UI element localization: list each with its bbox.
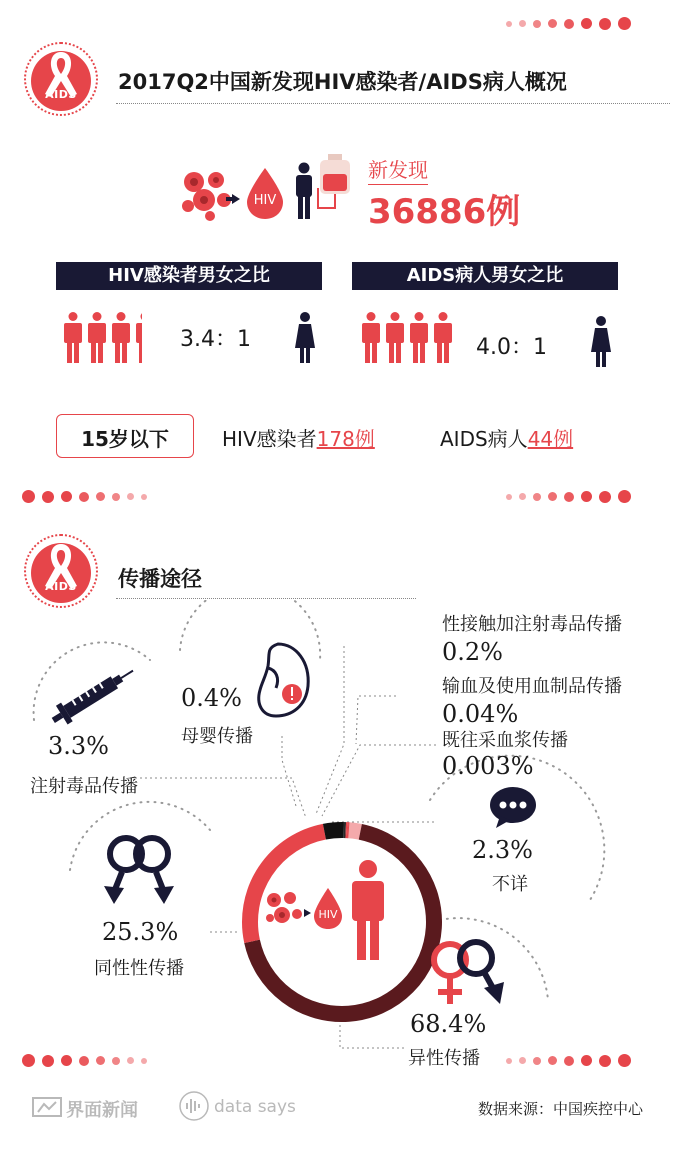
person-icon <box>294 162 314 220</box>
unknown-pct: 2.3% <box>472 836 533 864</box>
injection-pct: 3.3% <box>48 732 109 760</box>
hetero-pct: 68.4% <box>410 1010 486 1038</box>
aids-badge-2 <box>24 534 98 608</box>
drop-hiv-text: HIV <box>245 193 285 208</box>
homo-label: 同性性传播 <box>94 954 184 980</box>
under15-aids <box>440 423 573 452</box>
sexual-drug-label: 性接触加注射毒品传播 <box>442 610 622 636</box>
blood-bag-icon <box>314 154 356 216</box>
brand-logo-icon <box>32 1097 62 1117</box>
ribbon-icon <box>26 44 96 114</box>
brand-data-says: data says <box>214 1097 296 1117</box>
sexual-drug-pct: 0.2% <box>442 638 503 666</box>
blood-pct: 0.04% <box>442 700 518 728</box>
blood-cells-icon <box>180 170 246 222</box>
homo-pct: 25.3% <box>102 918 178 946</box>
donut-slice-4 <box>347 830 360 832</box>
plasma-pct: 0.003% <box>442 752 534 780</box>
top-dots <box>506 17 631 30</box>
center-blood-cells-icon <box>264 890 314 930</box>
aids-male-icons <box>360 312 460 364</box>
unknown-label: 不详 <box>492 870 528 896</box>
syringe-icon <box>44 660 144 730</box>
injection-label: 注射毒品传播 <box>30 772 138 798</box>
mother-pct: 0.4% <box>181 684 242 712</box>
data-says-icon <box>178 1090 210 1122</box>
male-male-icon <box>100 830 180 910</box>
hetero-label: 异性传播 <box>408 1044 480 1070</box>
under15-label: 15岁以下 <box>56 423 194 452</box>
section-title: 传播途径 <box>118 563 202 593</box>
under15-hiv <box>222 423 375 452</box>
page-title: 2017Q2中国新发现HIV感染者/AIDS病人概况 <box>118 66 567 96</box>
hiv-male-icons <box>62 312 154 364</box>
mid-dots-left <box>22 490 147 503</box>
donut-slice-3 <box>324 830 343 832</box>
hiv-ratio-value: 3.4：1 <box>180 322 251 353</box>
ribbon-icon-2 <box>26 536 96 606</box>
hiv-ratio-label: HIV感染者男女之比 <box>56 262 322 290</box>
center-person-icon <box>350 860 386 960</box>
badge-text: AIDS <box>26 88 96 101</box>
under15-aids-value: 44例 <box>528 427 573 451</box>
data-source: 数据来源：中国疾控中心 <box>478 1098 643 1119</box>
female-icon-aids <box>590 316 612 368</box>
new-found-value: 36886例 <box>368 184 520 233</box>
aids-badge <box>24 42 98 116</box>
pregnant-icon <box>252 640 314 720</box>
female-male-icon <box>420 930 512 1020</box>
brand-name: 界面新闻 <box>66 1096 138 1122</box>
title-rule <box>116 103 670 104</box>
female-icon-hiv <box>294 312 316 364</box>
aids-ratio-value: 4.0：1 <box>476 330 547 361</box>
under15-hiv-value: 178例 <box>317 427 375 451</box>
section-rule <box>116 598 416 599</box>
aids-ratio-label: AIDS病人男女之比 <box>352 262 618 290</box>
new-found-label: 新发现 <box>368 154 428 185</box>
speech-bubble-icon <box>488 786 538 830</box>
mid-dots-right <box>506 490 631 503</box>
bottom-dots-left <box>22 1054 147 1067</box>
under15-hiv-label: HIV感染者 <box>222 427 317 451</box>
blood-label: 输血及使用血制品传播 <box>442 672 622 698</box>
center-hiv-text: HIV <box>312 908 344 921</box>
bottom-dots-right <box>506 1054 631 1067</box>
mother-label: 母婴传播 <box>181 722 253 748</box>
badge-text-2: AIDS <box>26 580 96 593</box>
under15-aids-label: AIDS病人 <box>440 427 528 451</box>
plasma-label: 既往采血浆传播 <box>442 726 568 752</box>
